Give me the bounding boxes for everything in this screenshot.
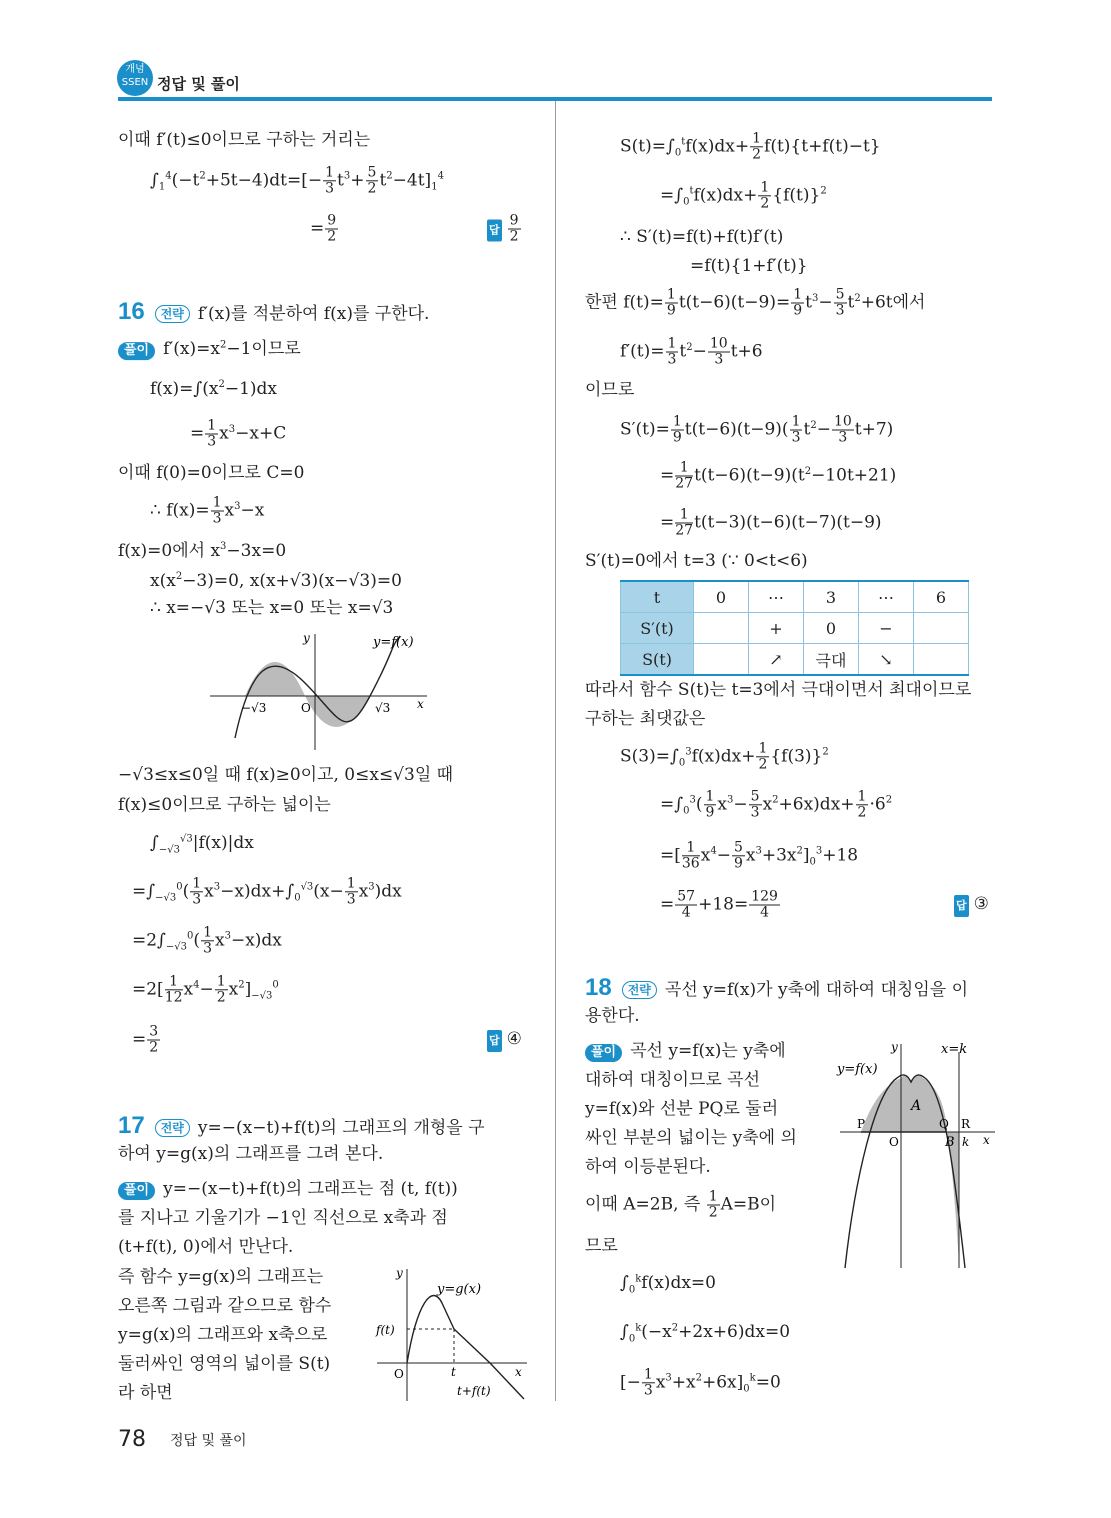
label-O: O (889, 1135, 899, 1149)
solution-badge: 풀이 (118, 1182, 155, 1200)
answer-value: ③ (973, 894, 989, 914)
text-line: y=g(x)의 그래프와 x축으로 (118, 1325, 328, 1345)
table-cell: S′(t) (621, 613, 694, 644)
problem-number: 16 (118, 298, 145, 325)
problem-16-header (118, 298, 430, 325)
text-line: 둘러싸인 영역의 넓이를 S(t) (118, 1354, 331, 1374)
page-number: 78 (118, 1427, 146, 1452)
formula: $S(t)=\int_0^tf(x)dx+$ $\frac{1}{2}$ f(t){t+f(t)−t} (620, 130, 881, 163)
answer-badge: 답 (487, 1030, 502, 1052)
table-row (621, 581, 969, 613)
formula: = $\frac{9}{2}$ (310, 212, 337, 245)
formula: $S(3)=\int_0^3f(x)dx+$ $\frac{1}{2}$ $\{f(3)\}^2$ (620, 740, 829, 773)
label-P: P (857, 1117, 866, 1131)
formula: $=\int_0^3$( $\frac{1}{9}$ $x^3-$ $\frac{5}{3}$ $x^2+6x)dx+$ $\frac{1}{2}$ $\cdot 6^2$ (660, 788, 893, 821)
text-line: 한편 f(t)= $\frac{1}{9}$ t(t−6)(t−9)= $\frac{1}{9}$ $t^3-$ $\frac{5}{3}$ $t^2+6t$에서 (585, 286, 926, 319)
label-pos-root: √3 (375, 701, 391, 715)
graph-f-cubic (205, 628, 435, 753)
text-line: f(x)=0에서 $x^3-3x=0$ (118, 540, 287, 561)
formula: = $\frac{1}{3}$ $x^3-x+C$ (190, 417, 287, 450)
formula: $\int_0^k(-x^2+2x+6)dx=0$ (620, 1322, 791, 1345)
label-A: A (911, 1098, 922, 1114)
table-cell (914, 644, 969, 676)
text-line: f(x)≤0이므로 구하는 넓이는 (118, 795, 331, 815)
table-cell: 0 (694, 581, 749, 613)
formula: $=\int_{-√3}^0$( $\frac{1}{3}$ $x^3-x)dx+\int_0^{√3}(x-$ $\frac{1}{3}$ $x^3)dx$ (132, 875, 402, 908)
formula: S′(t)= $\frac{1}{9}$ t(t−6)(t−9)( $\frac{1}{3}$ $t^2-$ $\frac{10}{3}$ t+7) (620, 413, 894, 446)
text-line: 이때 A=2B, 즉 $\frac{1}{2}$ A=B이 (585, 1188, 777, 1221)
shaded-region-positive (245, 662, 305, 696)
label-neg-root: −√3 (241, 701, 267, 715)
label-y: y (396, 1266, 403, 1280)
table-row (621, 644, 969, 676)
graph-g (372, 1263, 532, 1403)
header-title: 정답 및 풀이 (157, 75, 240, 93)
text-line: 이므로 (585, 380, 635, 400)
strategy-text: f′(x)를 적분하여 f(x)를 구한다. (197, 304, 430, 324)
table-cell: ↗ (749, 644, 804, 676)
label-y: y (891, 1040, 898, 1054)
label-ft: f(t) (376, 1323, 395, 1337)
table-cell: 0 (804, 613, 859, 644)
table-cell: S(t) (621, 644, 694, 676)
logo-bottom: SSEN (121, 77, 149, 88)
solution-badge: 풀이 (118, 342, 155, 360)
formula: $\int_{-√3}^{√3}|f(x)|dx$ (150, 833, 254, 856)
formula: =2[ $\frac{1}{12}$ $x^4-$ $\frac{1}{2}$ $x^2]_{-√3}^0$ (132, 973, 279, 1006)
label-B: B (945, 1135, 955, 1150)
label-origin: O (301, 701, 311, 715)
answer-16 (487, 1028, 522, 1052)
formula: $f(x)=\int(x^2-1)dx$ (150, 378, 278, 399)
formula: ∴ x=−√3 또는 x=0 또는 x=√3 (150, 598, 394, 618)
strategy-badge: 전략 (622, 981, 657, 999)
table-cell: 극대 (804, 644, 859, 676)
table-cell: 6 (914, 581, 969, 613)
formula: =[ $\frac{1}{36}$ $x^4-$ $\frac{5}{9}$ $x^3+3x^2]_0^3+18$ (660, 839, 859, 872)
formula: $\int_1^4(-t^2+5t-4)dt=[-$ $\frac{1}{3}$ $t^3+$ $\frac{5}{2}$ $t^2-4t]_1^4$ (150, 164, 444, 197)
text-line: 구하는 최댓값은 (585, 709, 706, 729)
text-line: 싸인 부분의 넓이는 y축에 의 (585, 1128, 797, 1148)
label-fx: y=f(x) (837, 1062, 878, 1077)
problem-18-header (585, 974, 968, 1001)
label-fx: y=f(x) (373, 635, 414, 650)
table-row (621, 613, 969, 644)
label-y: y (303, 631, 310, 645)
solution-badge: 풀이 (585, 1044, 622, 1062)
table-cell: ⋯ (749, 581, 804, 613)
formula: = $\frac{1}{27}$ $t(t-6)(t-9)(t^2-10t+21)$ (660, 459, 897, 492)
label-xk: x=k (941, 1042, 968, 1057)
solution-18-start (585, 1040, 786, 1062)
answer-badge: 답 (954, 895, 969, 917)
strategy-badge: 전략 (155, 1119, 190, 1137)
table-cell: + (749, 613, 804, 644)
text-line: 를 지나고 기울기가 −1인 직선으로 x축과 점 (118, 1208, 448, 1228)
formula: =f(t){1+f′(t)} (690, 256, 808, 276)
formula: = $\frac{57}{4}$ +18= $\frac{129}{4}$ (660, 888, 778, 921)
text-line: −√3≤x≤0일 때 f(x)≥0이고, 0≤x≤√3일 때 (118, 765, 454, 785)
label-k: k (962, 1135, 970, 1149)
formula: ∴ S′(t)=f(t)+f(t)f′(t) (620, 227, 784, 247)
table-cell: t (621, 581, 694, 613)
label-t: t (451, 1365, 456, 1379)
label-x: x (983, 1133, 990, 1147)
label-origin: O (394, 1367, 404, 1381)
formula: = $\frac{3}{2}$ (132, 1023, 159, 1056)
table-cell (694, 613, 749, 644)
text-line: y=−(x−t)+f(t)의 그래프는 점 (t, f(t)) (163, 1179, 458, 1199)
label-x: x (417, 697, 424, 711)
text-line: 이때 f′(t)≤0이므로 구하는 거리는 (118, 130, 371, 150)
graph-f-symmetric (835, 1038, 1000, 1273)
footer-title: 정답 및 풀이 (170, 1433, 247, 1449)
text-line: 대하여 대칭이므로 곡선 (585, 1070, 761, 1090)
formula: ∴ f(x)= $\frac{1}{3}$ $x^3-x$ (150, 494, 265, 527)
table-cell (694, 644, 749, 676)
text-line: 라 하면 (118, 1383, 173, 1403)
dashed-tangent (454, 1329, 490, 1363)
formula: $=\int_0^tf(x)dx+$ $\frac{1}{2}$ $\{f(t)\}^2$ (660, 179, 827, 212)
column-divider (555, 101, 556, 1401)
increase-decrease-table (620, 580, 969, 676)
answer-badge: 답 (487, 220, 502, 242)
label-tf: t+f(t) (457, 1384, 491, 1398)
text-line: 용한다. (585, 1006, 640, 1026)
label-x: x (515, 1365, 522, 1379)
answer-value: $\frac{9}{2}$ (509, 212, 519, 245)
label-gx: y=g(x) (437, 1282, 482, 1297)
label-R: R (961, 1117, 971, 1131)
text-line: y=f(x)와 선분 PQ로 둘러 (585, 1099, 779, 1119)
answer-17 (954, 893, 989, 917)
text-line: 하여 이등분된다. (585, 1157, 711, 1177)
text-line: 따라서 함수 S(t)는 t=3에서 극대이면서 최대이므로 (585, 680, 972, 700)
formula: $x(x^2-3)=0$, x(x+√3)(x−√3)=0 (150, 570, 402, 591)
logo-top: 개념 (125, 64, 145, 75)
problem-17-header (118, 1112, 485, 1139)
formula: $\int_0^kf(x)dx=0$ (620, 1273, 716, 1296)
table-cell: ↘ (859, 644, 914, 676)
problem-number: 18 (585, 974, 612, 1001)
label-Q: Q (939, 1117, 949, 1131)
answer-16-prev (487, 214, 522, 245)
text-line: $f'(x)=x^2-1$이므로 (163, 338, 301, 359)
text-line: 이때 f(0)=0이므로 C=0 (118, 463, 305, 483)
text-line: 하여 y=g(x)의 그래프를 그려 본다. (118, 1144, 384, 1164)
strategy-text: y=−(x−t)+f(t)의 그래프의 개형을 구 (197, 1118, 485, 1138)
answer-value: ④ (506, 1029, 522, 1049)
logo (117, 60, 153, 96)
table-cell: − (859, 613, 914, 644)
solution-17-start (118, 1178, 458, 1200)
strategy-badge: 전략 (155, 305, 190, 323)
formula: $=2\int_{-√3}^0$( $\frac{1}{3}$ $x^3-x)dx$ (132, 924, 282, 957)
shaded-region-A (861, 1075, 947, 1132)
text-line: 즉 함수 y=g(x)의 그래프는 (118, 1267, 324, 1287)
solution-16-start (118, 334, 301, 360)
table-cell: 3 (804, 581, 859, 613)
formula: f′(t)= $\frac{1}{3}$ $t^2-$ $\frac{10}{3}$ t+6 (620, 335, 763, 368)
strategy-text: 곡선 y=f(x)가 y축에 대하여 대칭임을 이 (664, 980, 968, 1000)
table-cell: ⋯ (859, 581, 914, 613)
formula: = $\frac{1}{27}$ t(t−3)(t−6)(t−7)(t−9) (660, 506, 882, 539)
text-line: 곡선 y=f(x)는 y축에 (630, 1041, 786, 1061)
text-line: 오른쪽 그림과 같으므로 함수 (118, 1296, 332, 1316)
formula: [− $\frac{1}{3}$ $x^3+x^2+6x]_0^k=0$ (620, 1366, 781, 1399)
text-line: (t+f(t), 0)에서 만난다. (118, 1237, 294, 1257)
problem-number: 17 (118, 1112, 145, 1139)
table-cell (914, 613, 969, 644)
text-line: S′(t)=0에서 t=3 (∵ 0<t<6) (585, 551, 808, 571)
text-line: 므로 (585, 1236, 618, 1256)
